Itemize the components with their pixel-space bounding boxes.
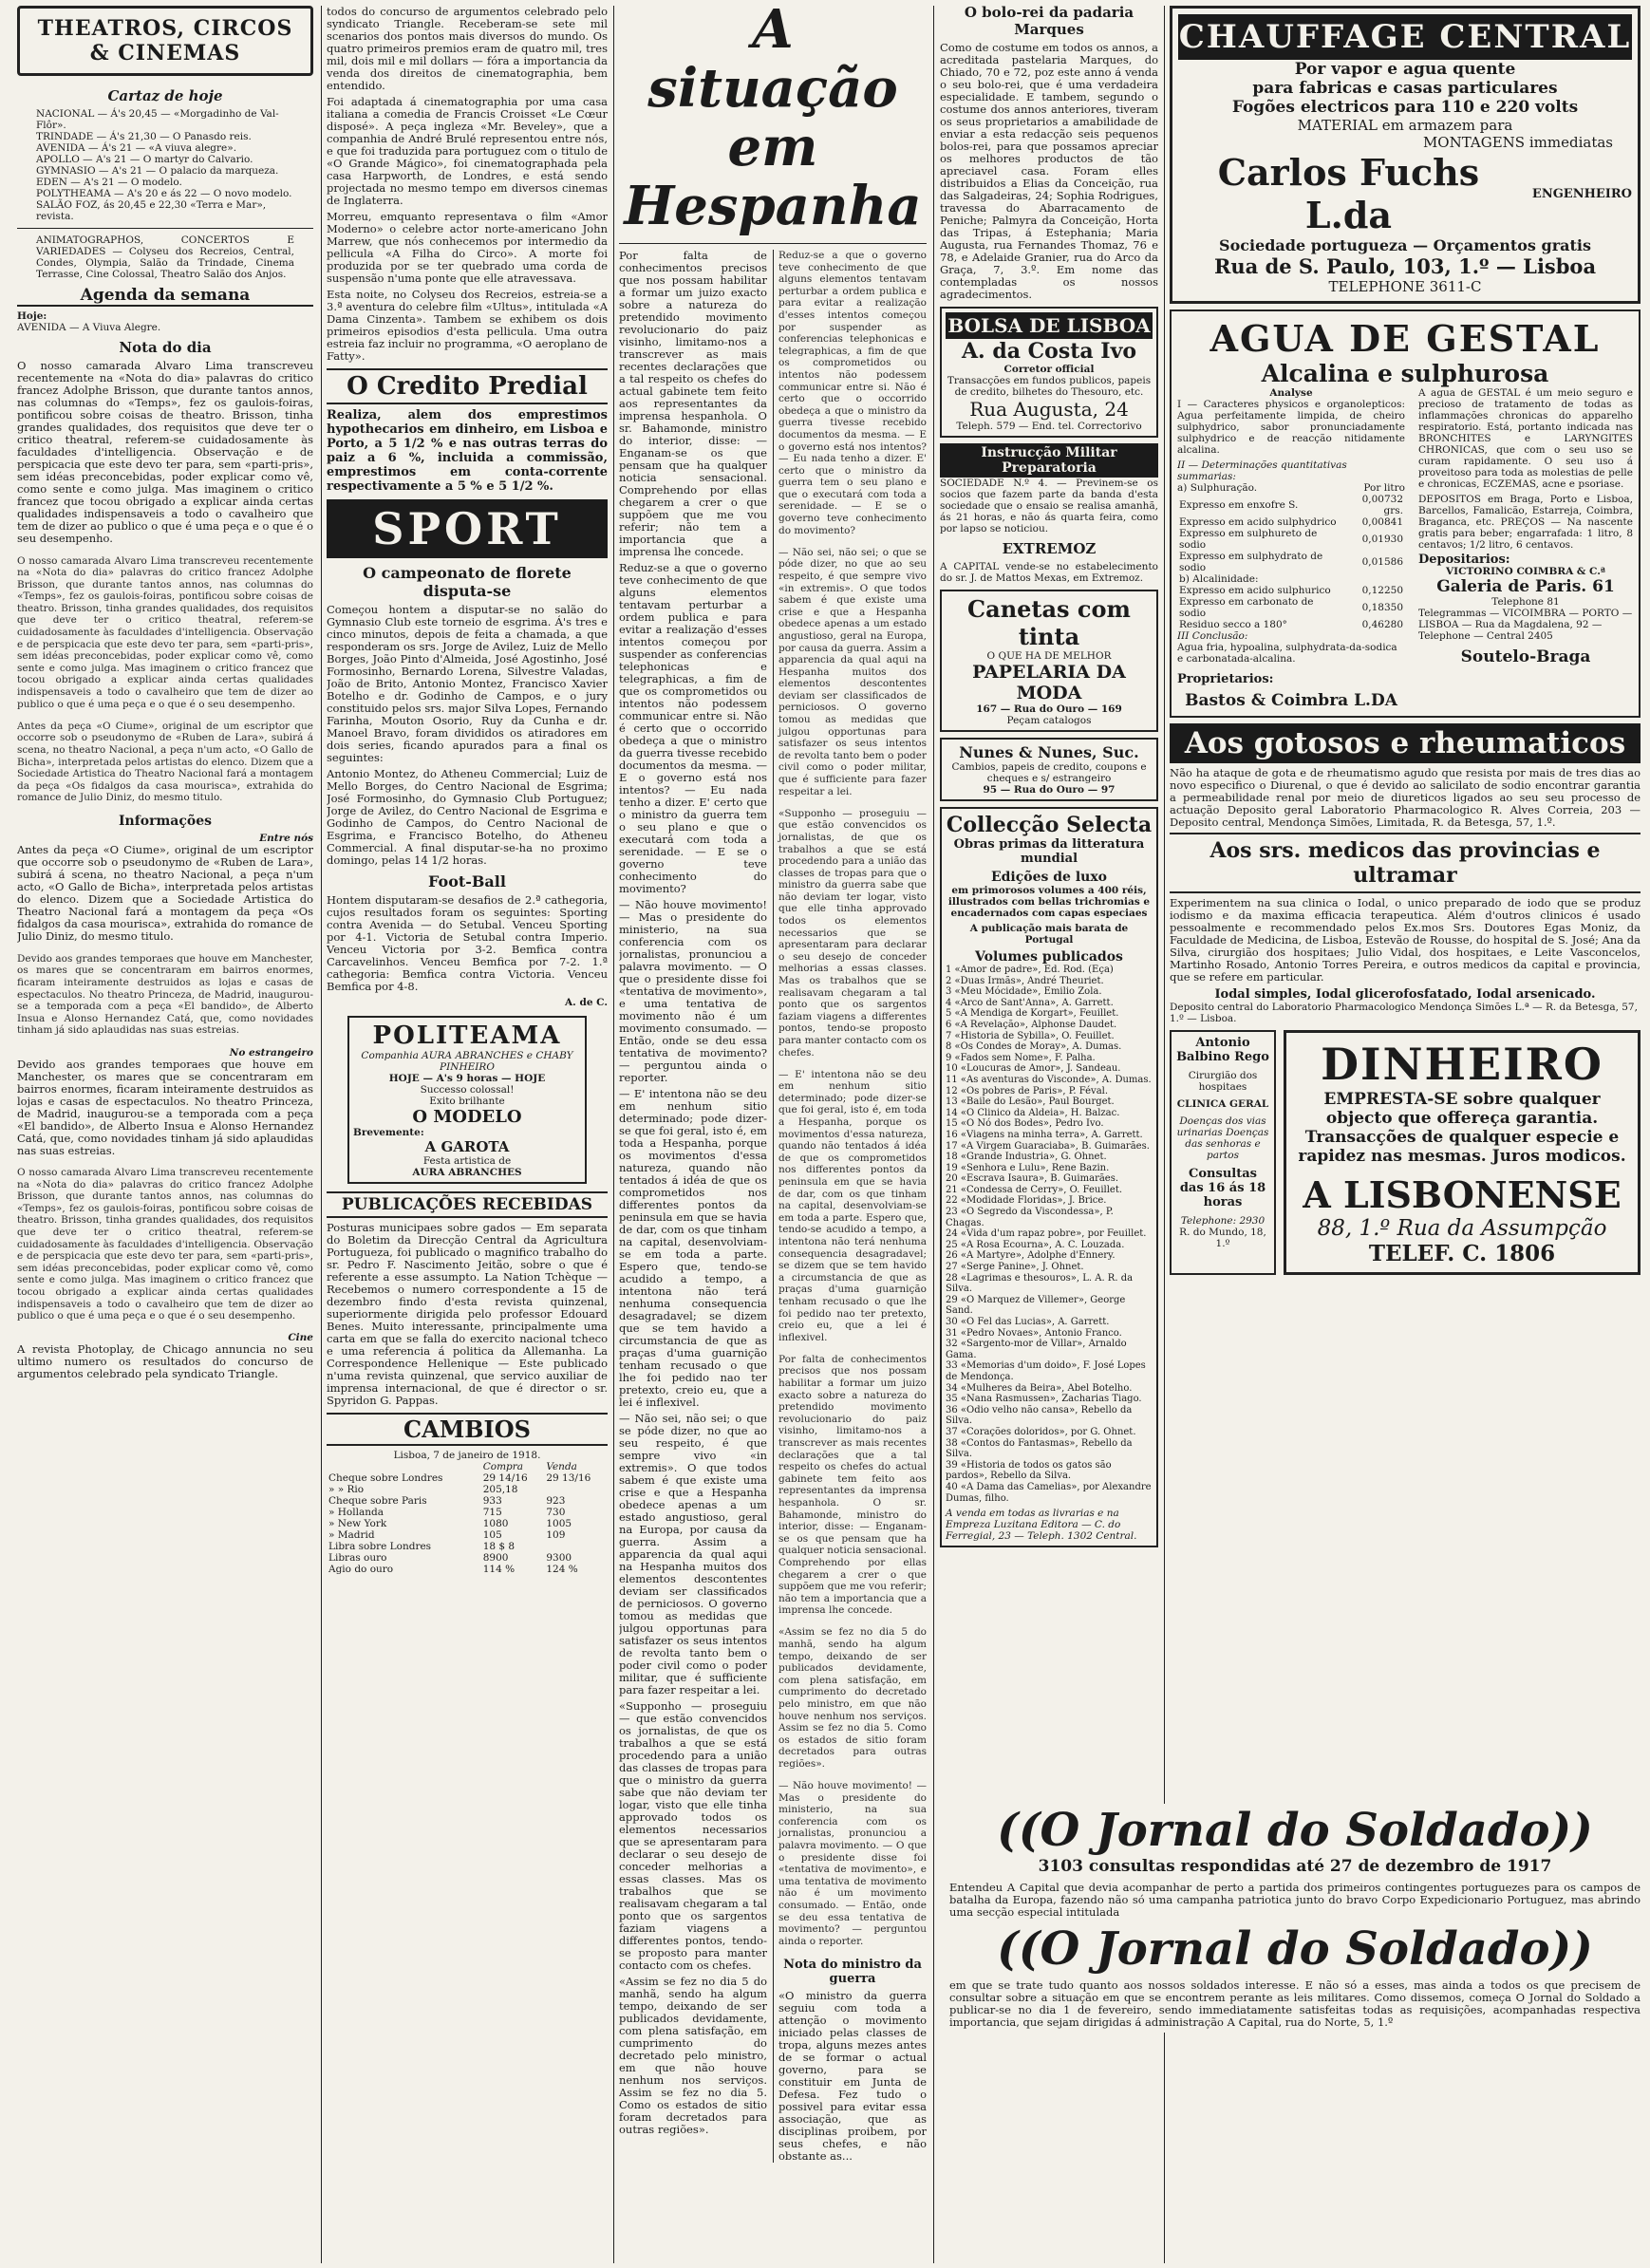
cine-label: Cine [288, 1332, 313, 1344]
article-paragraph: — E' intentona não se deu em nenhum sitio determinado; pode dizer-se que foi geral, isto é, em toda a Hespanha, porque os movimentos d'essa natureza, quando não tentados á idéa de que os comprometidos nos differentes pontos da peninsula em que se havia de dar, com os que tinham na capital, desenvolviam-se em toda a parte. Espero que, tendo-se acudido a tempo, a intentona não terá nenhuma consequencia desagradavel; se dizem que se tem havido a circumstancia de que as praças d'uma guarnição tenham recusado o que lhe foi pedido nao ter pretexto, creio eu, que a lei é inflexivel. [619, 1087, 767, 1409]
dinheiro-title: DINHEIRO [1321, 1039, 1603, 1090]
chauffage-mat: MATERIAL em armazem para [1297, 117, 1513, 134]
nunes-addr: 95 — Rua do Ouro — 97 [983, 784, 1116, 796]
jornal-text-2: em que se trate tudo quanto aos nossos soldados interesse. E não só a esses, mas ainda a todos os que precisem de consultar sobre a situação em que se encontrem perante as leis militares. Como dissemos, começa O Jornal do Soldado a publicar-se no dia 1 de fevereiro, sendo immediatamente satisfeitas todas as requisições, acompanhadas respectiva importancia, que sejam dirigidas á administração A Capital, rua do Norte, 5, 1.º [949, 1978, 1641, 2029]
table-row [327, 1495, 608, 1507]
chauffage-sub1: Por vapor e agua quente [1294, 60, 1516, 79]
chauffage-mont: MONTAGENS immediatas [1422, 134, 1613, 151]
gestal-analyse: Analyse [1269, 387, 1313, 399]
table-row [327, 1507, 608, 1518]
list-item: 3 «Meu Mócidade», Emilio Zola. [946, 986, 1102, 998]
table-cell: 0,12250 [1361, 585, 1403, 596]
extremoz-text: A CAPITAL vende-se no estabelecimento do sr. J. de Mattos Mexas, em Extremoz. [940, 561, 1158, 584]
list-item: 7 «Historia de Sybilla», O. Feuillet. [946, 1030, 1115, 1041]
article-paragraph: «Supponho — proseguiu — que estão convencidos os jornalistas, de que os trabalhos a que se está procedendo para a união das classes de tropas para que o ministro da guerra sabe que não deviam ter logar, visto que elle tinha approvado todos os elementos necessarios que se apresentaram para declarar o seu desejo de conceder melhorias a essas classes. Mas os trabalhos que se realisavam chegaram a tal ponto que os sargentos faziam viagens a differentes pontos, tendo-se proposto para manter contacto com os chefes. [619, 1699, 767, 1972]
agenda-hoje: Hoje: [17, 310, 47, 322]
nota-title: Nota do dia [119, 339, 212, 356]
bolsa-tel: Teleph. 579 — End. tel. Correctorivo [956, 421, 1142, 432]
list-item: TRINDADE — Á's 21,30 — O Panasdo reis. [36, 131, 252, 142]
table-cell: 8900 [482, 1552, 509, 1564]
list-item: 13 «Baile do Lesão», Paul Bourget. [946, 1097, 1115, 1108]
chauffage-title: CHAUFFAGE CENTRAL [1178, 14, 1632, 60]
no-estrangeiro-label: No estrangeiro [229, 1046, 313, 1059]
gotosos-text: Não ha ataque de gota e de rheumatismo agudo que resista por mais de tres dias ao novo especifico o Diurenal, o que é devido ao salicilato de sodio encontrar garantia a permeabilidade renal por meio de diureticos ligados ao seu seu processo de actuação Deposito geral Laboratorio Pharmacologico R. Alves Correia, 203 — Deposito central, Mendonça Simões, Limitada, R. da Betesga, 57, 1.º. [1170, 766, 1641, 829]
table-cell: Libra sobre Londres [328, 1541, 432, 1552]
list-item: 20 «Escrava Isaura», B. Guimarães. [946, 1173, 1119, 1185]
table-cell: Expresso em sulphydrato de sodio [1179, 551, 1323, 573]
gestal-per: Por litro [1363, 482, 1405, 494]
list-item: 35 «Nana Rasmussen», Zacharias Tiago. [946, 1394, 1142, 1405]
column-theatros [17, 0, 313, 2268]
list-item: 22 «Modidade Floridas», J. Brice. [946, 1195, 1107, 1207]
table-row [1177, 585, 1405, 596]
list-item: 30 «O Fel das Lucias», A. Garrett. [946, 1317, 1110, 1327]
table-cell: 923 [546, 1495, 566, 1507]
politeama-title: POLITEAMA [372, 1022, 562, 1050]
bolsa-desc: Transacções em fundos publicos, papeis de credito, bilhetes do Thesouro, etc. [947, 375, 1152, 398]
estrangeiro-text-continued: O nosso camarada Alvaro Lima transcreveu recentemente na «Nota do dia» palavras do critico francez Adolphe Brisson, que durante tantos annos, nas columnas do «Temps», fez os gaulois-foiras, pontificou sobre coisas de theatro. Brisson, tinha grandes qualidades, dos requisitos que deve ter o critico theatral, referem-se cuidadosamente às faculdades d'intelligencia. Observação e de perspicacia que este devo ter para, sem «parti-pris», sem idéas preconcebidas, poder explicar como vê, como sente e como julga. Mas imaginem o critico francez que tocou obrigado a explicar ainda certas qualidades indispensaveis a todo o cavalheiro que tem de dizer ao publico o que é uma peça e o que é o seu desempenho. [17, 1167, 313, 1322]
medicos-title: Aos srs. medicos das provincias e ultramar [1170, 833, 1641, 893]
table-cell: 0,01586 [1361, 556, 1403, 568]
column-rule [933, 6, 934, 2263]
gestal-prop-name: Bastos & Coimbra L.DA [1185, 691, 1397, 710]
article-paragraph: Reduz-se a que o governo teve conhecimento de que alguns elementos tentavam perturbar a ordem publica e para evitar a realização d'esses intentos começou por suspender as conferencias telephonicas e telegraphicas, a fim de que os comprometidos ou intentos não podessem communicar entre si. Não é certo que o occorrido obedeça a que o ministro da guerra tivesse recebido documentos da mesma. — E o governo está nos intentos? — Eu nada tenho a dizer. E' certo que o ministro da guerra tem o seu plano e que o executará com toda a serenidade. — E se o governo teve conhecimento do movimento? [619, 561, 767, 895]
list-item: 27 «Serge Panine», J. Ohnet. [946, 1262, 1084, 1273]
table-row [1177, 528, 1405, 551]
doctor-ad [1170, 1030, 1276, 1275]
nota-text-continued: O nosso camarada Alvaro Lima transcreveu recentemente na «Nota do dia» palavras do critico francez Adolphe Brisson, que durante tantos annos, nas columnas do «Temps», fez os gaulois-foiras, pontificou sobre coisas de theatro. Brisson, tinha grandes qualidades, dos requisitos que deve ter o critico theatral, referem-se cuidadosamente às faculdades d'intelligencia. Observação e de perspicacia que este devo ter para, sem «parti-pris», sem idéas preconcebidas, poder explicar como vê, como sente e como julga. Mas imaginem o critico francez que tocou obrigado a explicar ainda certas qualidades indispensaveis a todo o cavalheiro que tem de dizer ao publico o que é uma peça e o que é o seu desempenho. [17, 554, 313, 710]
article-paragraph: — Não sei, não sei; o que se póde dizer, no que ao seu respeito, é que sempre vivo «in extremis». O que todos sabem é que existe uma crise e que a Hespanha obedece apenas a um estado angustioso, geral na Europa, por causa da guerra. Assim a apparencia da qual aqui na Hespanha muitos dos elementos descontentes deviam ser classificados de perniciosos. O governo tomou as medidas que julgou opportunas para satisfazer os seus intentos de revolta tanto bem o poder civil como o poder militar, que é sufficiente para fazer respeitar a lei. [619, 1412, 767, 1696]
table-row [1177, 494, 1405, 516]
bolsa-ad [940, 307, 1158, 438]
list-item: 12 «Os pobres de Paris», P. Féval. [946, 1085, 1109, 1097]
list-item: 33 «Memorias d'um doido», F. José Lopes de Mendonça. [946, 1360, 1146, 1382]
table-cell: » » Rio [328, 1484, 365, 1495]
cinema-text-2: Foi adaptada á cinematographia por uma casa italiana a comedia de Francis Croisset «Le Cœur disposé». A peça ingleza «Mr. Beveley», que a companhia de André Brulé representou entre nós, e que foi traduzida para portuguez com o titulo de «O Grande Mágico», foi cinematographada pela casa Harpworth, de Londres, e está sendo projectada no mesmo tempo em diversos cinemas de Inglaterra. [327, 95, 608, 207]
chauffage-addr: Rua de S. Paulo, 103, 1.º — Lisboa [1213, 254, 1597, 278]
divider [619, 243, 927, 244]
list-item: 10 «Loucuras de Amor», J. Sandeau. [946, 1063, 1121, 1075]
jornal-sub: 3103 consultas respondidas até 27 de dezembro de 1917 [1038, 1857, 1552, 1876]
column-rule [613, 6, 614, 2263]
lisbon-name: A LISBONENSE [1303, 1173, 1622, 1216]
politeama-play: O MODELO [412, 1107, 522, 1127]
article-paragraph: «Assim se fez no dia 5 do manhã, sendo ha algum tempo, deixando de ser publicados devidamente, com plena satisfação, em cumprimento do decretado pelo ministro, em que não houve nenhum nos serviços. Assim se fez no dia 5. Como os estados de sitio foram decretados para outras regiões». [619, 1975, 767, 2136]
table-cell: 124 % [546, 1564, 578, 1575]
column-credito-sport [327, 0, 608, 2268]
bolsa-title: BOLSA DE LISBOA [946, 312, 1153, 339]
list-item: 17 «A Virgem Guaraciaba», B. Guimarães. [946, 1140, 1150, 1152]
table-row [327, 1529, 608, 1541]
canetas-ad [940, 590, 1158, 732]
canetas-sub: O QUE HA DE MELHOR [986, 650, 1112, 662]
table-cell [544, 1484, 608, 1495]
gestal-depos-label: Depositarios: [1418, 553, 1510, 567]
list-item: 9 «Fados sem Nome», F. Palha. [946, 1052, 1096, 1063]
credito-text: Realiza, alem dos emprestimos hypothecarios em dinheiro, em Lisboa e Porto, a 5 1/2 % e nas outras terras do paiz a 6 %, incluida a commissão, emprestimos em conta-corrente respectivamente a 5 % e 5 1/2 %. [327, 408, 608, 494]
table-cell: » New York [328, 1518, 387, 1529]
list-item: 39 «Historia de todos os gatos são pardos», Rebello da Silva. [946, 1459, 1112, 1482]
table-row [327, 1564, 608, 1575]
jornal-soldado [949, 1804, 1641, 2033]
medicos-text: Experimentem na sua clinica o Iodal, o unico preparado de iodo que se produz iodismo e da maxima efficacia terapeutica. Além d'outros clinicos é usado pessoalmente e recommendado pelos Ex.mos Srs. Doutores Egas Moniz, da Faculdade de Medicina, de Lisboa, Estevão de Rousse, do hospital de S. José; Ana da Silva, cirurgião dos hospitaes; Julio Vidal, dos hospitaes, e Leite Vasconcelos, Martinho Rosado, Antonio Torres Pereira, e outros medicos da capital e provincia, que se refere em particular. [1170, 896, 1641, 984]
esgrima-title: O campeonato de florete disputa-se [363, 564, 572, 600]
gestal-body [1177, 387, 1633, 710]
table-row [327, 1541, 608, 1552]
football-sign: A. de C. [565, 997, 608, 1008]
list-item: 28 «Lagrimas e thesouros», L. A. R. da Silva. [946, 1272, 1134, 1295]
list-item: 2 «Duas Irmãs», André Theuriet. [946, 975, 1104, 986]
list-item: 15 «O Nó dos Bodes», Pedro Ivo. [946, 1118, 1104, 1130]
table-cell: b) Alcalinidade: [1179, 573, 1259, 585]
table-cell: 1080 [482, 1518, 509, 1529]
bolo-text: Como de costume em todos os annos, a acreditada pastelaria Marques, do Chiado, 70 e 72, poz este anno á venda o seu bolo-rei, que é uma verdadeira especialidade. E tambem, segundo o costume dos annos anteriores, tiveram os seus proprietarios a amabilidade de enviar a esta redacção seis pequenos bolos-rei, para que possamos apreciar os melhores productos de tão apreciavel casa. Foram elles distribuidos a Elias da Conceição, rua das Salgadeiras, 24; Sophia Rodrigues, travessa do Abarracamento de Peniche; Palmyra da Conceição, Horta das Tripas, á Estephania; Maria Augusta, rua Fernandes Thomaz, 76 e 78, e Adelaide Granier, rua do Arco da Graça, 7, 3.º. Em nome das contempladas os nossos agradecimentos. [940, 41, 1158, 301]
canetas-title: Canetas com tinta [967, 595, 1131, 650]
list-item: SALÃO FOZ, ás 20,45 e 22,30 «Terra e Mar», revista. [36, 199, 267, 222]
publicacoes-title: PUBLICAÇÕES RECEBIDAS [327, 1191, 608, 1218]
theatros-banner: THEATROS, CIRCOS & CINEMAS [17, 6, 313, 76]
table-cell: Cheque sobre Londres [328, 1472, 443, 1484]
dr-addr: R. do Mundo, 18, 1.º [1179, 1227, 1266, 1249]
table-cell: » Hollanda [328, 1507, 384, 1518]
list-item: 14 «O Clinico da Aldeia», H. Balzac. [946, 1107, 1120, 1118]
table-cell: » Madrid [328, 1529, 375, 1541]
dr-consult: Consultas das 16 ás 18 horas [1179, 1167, 1266, 1209]
table-cell: 715 [482, 1507, 502, 1518]
list-item: POLYTHEAMA — A's 20 e ás 22 — O novo modelo. [36, 188, 292, 199]
table-cell: 109 [546, 1529, 566, 1541]
dr-spec: Doenças dos vias urinarias Doenças das senhoras e partos [1176, 1115, 1269, 1161]
politeama-brev: Brevemente: [353, 1127, 424, 1138]
table-cell: 0,46280 [1361, 619, 1403, 630]
chauffage-ad [1170, 6, 1641, 304]
collec-luxo: Edições de luxo [990, 870, 1108, 885]
table-cell: Expresso em sulphureto de sodio [1179, 528, 1318, 551]
agenda-title: Agenda da semana [17, 286, 313, 307]
table-cell: Residuo secco a 180° [1179, 619, 1287, 630]
list-item: 29 «O Marquez de Villemer», George Sand. [946, 1294, 1126, 1317]
list-item: 16 «Viagens na minha terra», A. Garrett. [946, 1129, 1143, 1140]
table-row [1177, 516, 1405, 528]
gestal-title: AGUA DE GESTAL [1209, 317, 1601, 360]
table-cell: Libras ouro [328, 1552, 387, 1564]
nunes-ad [940, 738, 1158, 801]
cinema-text-3: Morreu, emquanto representava o film «Amor Moderno» o celebre actor norte-americano John Marrew, que nós conhecemos por intermedio da pellicula «A Filha do Circo». A morte foi produzida por se ter quebrado uma corda de suspensão n'uma ponte que elle atravessava. [327, 210, 608, 285]
list-item: 25 «A Rosa Ecourna», A. C. Louzada. [946, 1239, 1125, 1250]
table-cell: 0,00841 [1361, 516, 1403, 528]
medicos-dep: Deposito central do Laboratorio Pharmacologico Mendonça Simões L.ª — R. da Betesga, 57, 1.º — Lisboa. [1170, 1002, 1638, 1024]
list-item: 6 «A Revelação», Alphonse Daudet. [946, 1019, 1117, 1030]
chauffage-name-row [1178, 151, 1632, 236]
gotosos-title: Aos gotosos e rheumaticos [1170, 723, 1641, 763]
article-paragraph: Por falta de conhecimentos precisos que nos possam habilitar a formar um juizo exacto sobre a natureza do pretendido movimento revolucionario do paiz visinho, limitamo-nos a transcrever as mais recentes declarações que a tal respeito os chefes do actual gabinete tem feito aos representantes da imprensa hespanhola. O sr. Bahamonde, ministro do interior, disse: — Enganam-se os que pensam que ha qualquer noticia sensacional. Comprehendo por ellas chegarem a crer o que suppõem que me vou referir; não tem a importancia que a imprensa lhe concede. [778, 1353, 927, 1617]
nota-text-continued: Antes da peça «O Ciume», original de um escriptor que occorre sob o pseudonymo de «Ruben de Lara», subirá á scena, no theatro Nacional, a peça n'um acto, «O Gallo de Bicha», interpretada pelos artistas do elenco. Dizem que a Sociedade Artistica do Theatro Nacional fará a montagem da peça «Os fidalgos da casa mourisca», extrahida do romance de Julio Diniz, do mesmo titulo. [17, 720, 313, 804]
nunes-text: Cambios, papeis de credito, coupons e cheques e s/ estrangeiro [951, 761, 1147, 784]
cambios-date: Lisboa, 7 de janeiro de 1918. [393, 1450, 541, 1461]
collecao-ad [940, 807, 1158, 1547]
article-paragraph: — E' intentona não se deu em nenhum sitio determinado; pode dizer-se que foi geral, isto é, em toda a Hespanha, porque os movimentos d'essa natureza, quando não tentados á idéa de que os comprometidos nos differentes pontos da peninsula em que se havia de dar, com os que tinham na capital, desenvolviam-se em toda a parte. Espero que, tendo-se acudido a tempo, a intentona não terá nenhuma consequencia desagradavel; se dizem que se tem havido a circumstancia de que as praças d'uma guarnição tenham recusado o que lhe foi pedido nao ter pretexto, creio eu, que a lei é inflexivel. [778, 1068, 927, 1343]
table-cell: 105 [482, 1529, 502, 1541]
gestal-quant: II — Determinações quantitativas summarias: [1177, 459, 1347, 482]
table-row [1177, 619, 1405, 630]
list-item: GYMNASIO — A's 21 — O palacio da marqueza. [36, 165, 279, 177]
list-item: 19 «Senhora e Lulu», Rene Bazin. [946, 1162, 1110, 1173]
chauffage-sub2: para fabricas e casas particulares [1252, 79, 1558, 98]
list-item: EDEN — A's 21 — O modelo. [36, 177, 182, 188]
lisbon-tel: TELEF. C. 1806 [1368, 1241, 1556, 1266]
table-cell [1341, 573, 1405, 585]
collec-desc: em primorosos volumes a 400 réis, illustrados com bellas trichromias e encadernados com capas especiaes [947, 885, 1151, 919]
politeama-next: A GAROTA [424, 1138, 510, 1155]
table-cell [544, 1541, 608, 1552]
divider [17, 228, 313, 229]
list-item: 11 «As aventuras do Visconde», A. Dumas. [946, 1074, 1152, 1085]
collec-title: Collecção Selecta [946, 813, 1153, 837]
table-cell: Agio do ouro [328, 1564, 394, 1575]
gestal-prop-place: Soutelo-Braga [1460, 647, 1591, 666]
gestal-concl-title: III Conclusão: [1177, 630, 1248, 642]
bolsa-name: A. da Costa Ivo [961, 339, 1137, 364]
volumes-list [946, 965, 1153, 1504]
politeama-company: Companhia AURA ABRANCHES e CHABY PINHEIRO [361, 1050, 573, 1073]
credito-title: O Credito Predial [327, 368, 608, 404]
football-title: Foot-Ball [428, 872, 506, 890]
medicos-prods: Iodal simples, Iodal glicerofosfatado, Iodal arsenicado. [1214, 987, 1596, 1002]
article-paragraph: — Não houve movimento! — Mas o presidente do ministerio, na sua conferencia com os jornalistas, pronunciou a palavra movimento. — O que o presidente disse foi «tentativa de movimento», e uma tentativa de movimento não é um movimento consumado. — Então, onde se deu essa tentativa de movimento? — perguntou ainda o reporter. [619, 898, 767, 1084]
gestal-concl: Agua fria, hypoalina, sulphydrata-da-sodica e carbonatada-alcalina. [1177, 642, 1397, 665]
canetas-addr: 167 — Rua do Ouro — 169 [976, 703, 1122, 715]
canetas-store: PAPELARIA DA MODA [972, 662, 1126, 703]
article-paragraph: Reduz-se a que o governo teve conhecimento de que alguns elementos tentavam perturbar a ordem publica e para evitar a realização d'esses intentos começou por suspender as conferencias telephonicas e telegraphicas, a fim de que os comprometidos ou intentos não podessem communicar entre si. Não é certo que o occorrido obedeça a que o ministro da guerra tivesse recebido documentos da mesma. — E o governo está nos intentos? — Eu nada tenho a dizer. E' certo que o ministro da guerra tem o seu plano e que o executará com toda a serenidade. — E se o governo teve conhecimento do movimento? [778, 250, 927, 536]
gestal-sulph-row [1177, 482, 1405, 494]
estrangeiro-text: Devido aos grandes temporaes que houve em Manchester, os mares que se concentraram em bairros enormes, ficaram inteiramente destruidos as lojas e casas de espectaculos. No theatro Princeza, de Madrid, inaugurou-se a temporada com a peça «El bandido», de Alberto Insua e Alonso Hernandez Catá, que, como novidades tinham já sido aplaudidas nas suas estreias. [17, 1057, 313, 1157]
dinheiro-row [1170, 1030, 1641, 1275]
table-cell: 0,18350 [1361, 602, 1403, 613]
chauffage-sub3: Fogões electricos para 110 e 220 volts [1231, 98, 1579, 117]
table-cell: 18 $ 8 [482, 1541, 516, 1552]
table-row [327, 1552, 608, 1564]
cine-text: A revista Photoplay, de Chicago annuncia no seu ultimo numero os resultados do concurso de argumentos celebrado pela syndicato Triangle. [17, 1342, 313, 1381]
informacoes-text-continued: Devido aos grandes temporaes que houve em Manchester, os mares que se concentraram em bairros enormes, ficaram inteiramente destruidos as lojas e casas de espectaculos. No theatro Princeza, de Madrid, inaugurou-se a temporada com a peça «El bandido», de Alberto Insua e Alonso Hernandez Catá, que, como novidades tinham já sido aplaudidas nas suas estreias. [17, 952, 313, 1037]
cartaz-title: Cartaz de hoje [107, 87, 223, 104]
politeama-exito: Exito brilhante [429, 1096, 505, 1107]
jornal-text: Entendeu A Capital que devia acompanhar de perto a partida dos primeiros contingentes portuguezes para os campos de batalha da Europa, fazendo não só uma campanha patriotica junto do bravo Corpo Expedicionario Portuguez, mas abrindo uma secção especial intitulada [949, 1881, 1641, 1919]
list-item: 8 «Os Condes de Moray», A. Dumas. [946, 1041, 1122, 1053]
table-cell: Expresso em enxofre S. [1179, 499, 1299, 511]
table-cell: Cheque sobre Paris [328, 1495, 427, 1507]
list-item: 40 «A Dama das Camelias», por Alexandre Dumas, filho. [946, 1481, 1152, 1504]
hespanha-article [619, 250, 927, 2163]
table-cell: 29 13/16 [546, 1472, 591, 1484]
gestal-sub: Alcalina e sulphurosa [1261, 360, 1549, 387]
list-item: 24 «Vida d'um rapaz pobre», por Feuillet. [946, 1228, 1147, 1240]
table-row [327, 1484, 608, 1495]
instrucao-text: SOCIEDADE N.º 4. — Previnem-se os socios que fazem parte da banda d'esta sociedade que o ensaio se realisa amanhã, ás 21 horas, e não ás quarta feira, como por lapso se noticiou. [940, 478, 1158, 534]
entre-nos-label: Entre nós [259, 833, 313, 845]
list-item: 31 «Pedro Novaes», Antonio Franco. [946, 1327, 1122, 1339]
nota-text: O nosso camarada Alvaro Lima transcreveu recentemente na «Nota do dia» palavras do critico francez Adolphe Brisson, que durante tantos annos, nas columnas do «Temps», fez os gaulois-foiras, pontificou sobre coisas de theatro. Brisson, tinha grandes qualidades, dos requisitos que deve ter o critico theatral, referem-se cuidadosamente às faculdades d'intelligencia. Observação e de perspicacia que este devo ter para, sem «parti-pris», sem idéas preconcebidas, poder explicar como vê, como sente e como julga. Mas imaginem o critico francez que tocou obrigado a explicar ainda certas qualidades indispensaveis a todo o cavalheiro que tem de dizer ao publico o que é uma peça e o que é o seu desempenho. [17, 359, 313, 545]
gestal-galeria: Galeria de Paris. 61 [1436, 577, 1615, 596]
agenda-item: AVENIDA — A Viuva Alegre. [17, 322, 161, 333]
list-item: 18 «Grande Industria», G. Ohnet. [946, 1152, 1107, 1163]
bolo-title: O bolo-rei da padaria Marques [964, 4, 1134, 38]
list-item: 5 «A Mendiga de Korgart», Feuillet. [946, 1008, 1119, 1020]
canetas-cat: Peçam catalogos [1006, 715, 1092, 726]
table-row [327, 1518, 608, 1529]
cinema-text-4: Esta noite, no Colyseu dos Recreios, estreia-se a 3.ª aventura do celebre film «Ultus», intitulada «A Dama Cinzenta». Tambem se exhibem os dois primeiros episodios d'esta pellicula. Uma outra estreia faz incluir no programma, «O aeroplano de Fatty». [327, 288, 608, 363]
table-row [1177, 551, 1405, 573]
table-cell: 0,00732 grs. [1361, 494, 1403, 516]
list-item: 34 «Mulheres da Beira», Abel Botelho. [946, 1382, 1133, 1394]
politeama-line: HOJE — A's 9 horas — HOJE [388, 1073, 546, 1084]
list-item: 26 «A Martyre», Adolphe d'Ennery. [946, 1250, 1116, 1262]
gestal-right-text: A agua de GESTAL é um meio seguro e precioso de tratamento de todas as inflammações chronicas do apparelho respiratorio. Está, portanto indicada nas BRONCHITES e LARYNGITES CHRONICAS, que com o seu uso se curam rapidamente. O seu uso á proveitoso para toda as molestias de pelle e chronicas, ECZEMAS, acne e psoriase. [1418, 387, 1633, 490]
column-rule [321, 6, 322, 2263]
instrucao-title: Instrucção Militar Preparatoria [940, 443, 1158, 478]
table-row [1177, 573, 1405, 585]
gestal-tel: Telephone 81 [1491, 596, 1560, 608]
politeama-festa: Festa artistica de [422, 1155, 512, 1167]
table-row [327, 1461, 608, 1472]
gestal-table [1177, 494, 1405, 630]
table-row [327, 1472, 608, 1484]
informacoes-text: Antes da peça «O Ciume», original de um escriptor que occorre sob o pseudonymo de «Ruben de Lara», subirá á scena, no theatro Nacional, a peça n'um acto, «O Gallo de Bicha», interpretada pelos artistas do elenco. Dizem que a Sociedade Artistica do Theatro Nacional fará a montagem da peça «Os fidalgos da casa mourisca», extrahida do romance de Julio Diniz, do mesmo titulo. [17, 843, 313, 944]
table-row [1177, 596, 1405, 619]
esgrima-text: Começou hontem a disputar-se no salão do Gymnasio Club este torneio de esgrima. Á's tres e cinco minutos, depois de feita a chamada, a que responderam os srs. Jorge de Avilez, Luiz de Mello Borges, João Pinto d'Almeida, José Agostinho, José Formosinho, Bernardo Lorena, Silvestre Valadas, João de Brito, Antonio Montez, Francisco Xavier Botelho e dr. Godinho de Campos, e o jury constituido pelos srs. major Silva Lopes, Fernando Farinha, Mouton Osorio, Ruy da Cunha e dr. Manoel Bravo, foram divididos os atiradores em dois series, ficando apurados para a final os seguintes: [327, 603, 608, 764]
list-item: 23 «O Segredo da Viscondessa», P. Chagas. [946, 1207, 1114, 1228]
article-paragraph: «Supponho — proseguiu — que estão convencidos os jornalistas, de que os trabalhos a que se está procedendo para a união das classes de tropas para que o ministro da guerra sabe que não deviam ter logar, visto que elle tinha approvado todos os elementos necessarios que se apresentaram para declarar o seu desejo de conceder melhorias a essas classes. Mas os trabalhos que se realisavam chegaram a tal ponto que os sargentos faziam viagens a differentes pontos, tendo-se proposto para manter contacto com os chefes. [778, 807, 927, 1059]
gestal-left [1177, 387, 1405, 710]
table-header: Compra [482, 1461, 524, 1472]
nunes-title: Nunes & Nunes, Suc. [959, 743, 1139, 761]
cambios-table [327, 1461, 608, 1575]
table-header: Venda [546, 1461, 577, 1472]
cambios-title: CAMBIOS [327, 1413, 608, 1446]
chauffage-eng: ENGENHEIRO [1531, 186, 1632, 201]
chauffage-soc: Sociedade portugueza — Orçamentos gratis [1219, 236, 1591, 254]
dr-tel: Telephone: 2930 [1180, 1215, 1266, 1227]
gestal-dep: DEPOSITOS em Braga, Porto e Lisboa, Barcellos, Famalicão, Estarreja, Coimbra, Braganca, etc. PREÇOS — Na nascente gratis para beber; engarrafada: 1 litro, 8 centavos; 1/2 litro, 6 centavos. [1418, 494, 1633, 551]
gestal-ad [1170, 309, 1641, 718]
table-cell: 114 % [482, 1564, 516, 1575]
article-paragraph: Por falta de conhecimentos precisos que nos possam habilitar a formar um juizo exacto sobre a natureza do pretendido movimento revolucionario do paiz visinho, limitamo-nos a transcrever as mais recentes declarações que a tal respeito os chefes do actual gabinete tem feito aos representantes da imprensa hespanhola. O sr. Bahamonde, ministro do interior, disse: — Enganam-se os que pensam que ha qualquer noticia sensacional. Comprehendo por ellas chegarem a crer o que suppõem que me vou referir; não tem a importancia que a imprensa lhe concede. [619, 249, 767, 558]
list-item: 36 «Odio velho não cansa», Rebello da Silva. [946, 1404, 1133, 1427]
dinheiro-text: EMPRESTA-SE sobre qualquer objecto que offereça garantia. Transacções de qualquer especie e rapidez nas mesmas. Juros modicos. [1298, 1090, 1626, 1166]
bolsa-role: Corretor official [1003, 364, 1095, 375]
table-cell: Expresso em carbonato de sodio [1179, 596, 1314, 619]
extremoz-title: EXTREMOZ [1002, 540, 1097, 557]
list-item: 32 «Sargento-mor de Villar», Arnaldo Gama. [946, 1339, 1127, 1360]
politeama-artist: AURA ABRANCHES [412, 1167, 522, 1178]
gestal-tel2: Telegrammas — VICOIMBRA — PORTO — LISBOA — Rua da Magdalena, 92 — Telephone — Central 2405 [1418, 608, 1633, 642]
dr-name: Antonio Balbino Rego [1176, 1036, 1269, 1064]
jornal-title: ((O Jornal do Soldado)) [997, 1804, 1593, 1857]
headline-line-1: A situação [647, 0, 898, 120]
chauffage-tel: TELEPHONE 3611-C [1328, 278, 1482, 295]
sport-banner: SPORT [327, 499, 608, 558]
list-item: 1 «Amor de padre», Ed. Rod. (Eça) [946, 965, 1114, 975]
list-item: 4 «Arco de Sant'Anna», A. Garrett. [946, 997, 1114, 1008]
cinema-text: todos do concurso de argumentos celebrado pelo syndicato Triangle. Receberam-se sete mil scenarios dos pontos mais diversos do mundo. Os quatro primeiros premios eram de quatro mil, tres mil, dois mil e mil dollars — fóra a importancia da venda dos direitos de cinematographia, bem entendido. [327, 5, 608, 92]
dinheiro-ad [1284, 1030, 1641, 1275]
table-cell: 205,18 [482, 1484, 518, 1495]
dr-clinica: CLINICA GERAL [1176, 1098, 1269, 1110]
bolsa-addr: Rua Augusta, 24 [969, 398, 1129, 421]
dr-role: Cirurgião dos hospitaes [1188, 1070, 1258, 1093]
table-cell: Expresso em acido sulphurico [1179, 585, 1331, 596]
table-cell: 9300 [546, 1552, 572, 1564]
collec-sub: Obras primas da litteratura mundial [953, 837, 1145, 866]
table-cell: 29 14/16 [482, 1472, 528, 1484]
jornal-title-2: ((O Jornal do Soldado)) [997, 1922, 1593, 1976]
gestal-sulph: a) Sulphuração. [1177, 482, 1258, 494]
table-cell: 933 [482, 1495, 502, 1507]
list-item: APOLLO — A's 21 — O martyr do Calvario. [36, 154, 253, 165]
gestal-depos-name: VICTORINO COIMBRA & C.ª [1446, 566, 1605, 577]
table-cell: 0,01930 [1361, 534, 1403, 545]
table-cell: Expresso em acido sulphydrico [1179, 516, 1337, 528]
cartaz-list [36, 108, 294, 222]
volumes-title: Volumes publicados [975, 949, 1123, 965]
list-item: 38 «Contos do Fantasmas», Rebello da Silva. [946, 1437, 1133, 1460]
list-item: 21 «Condessa de Cerry», O. Feuillet. [946, 1184, 1123, 1195]
collec-footer: A venda em todas as livrarias e na Empreza Luzitana Editora — C. do Ferregial, 23 — Teleph. 1302 Central. [946, 1508, 1137, 1543]
football-text: Hontem disputaram-se desafios de 2.ª cathegoria, cujos resultados foram os seguintes: Sporting contra Avenida — do Setubal. Venceu Sporting por 4-1. Victoria de Setubal contra Imperio. Venceu Victoria por 3-2. Bemfica contra Carcavelinhos. Venceu Bemfica por 7-2. 1.ª cathegoria: Bemfica contra Victoria. Venceu Bemfica por 4-8. [327, 893, 608, 993]
esgrima-text-2: Antonio Montez, do Atheneu Commercial; Luiz de Mello Borges, do Centro Nacional de Esgrima; José Formosinho, do Gymnasio Club Portuguez; Jorge de Avilez, do Centro Nacional de Esgrima e Godinho de Campos, do Centro Nacional de Esgrima, e Francisco Botelho, do Atheneu Commercial. A final disputar-se-ha no proximo domingo, pelas 14 1/2 horas. [327, 767, 608, 867]
table-cell: 1005 [546, 1518, 572, 1529]
table-header [327, 1461, 481, 1472]
politeama-ad [347, 1016, 587, 1184]
collec-pub: A publicação mais barata de Portugal [969, 923, 1129, 946]
article-paragraph: «Assim se fez no dia 5 do manhã, sendo ha algum tempo, deixando de ser publicados devidamente, com plena satisfação, em cumprimento do decretado pelo ministro, em que não houve nenhum nos serviços. Assim se fez no dia 5. Como os estados de sitio foram decretados para outras regiões». [778, 1626, 927, 1770]
list-item: NACIONAL — Á's 20,45 — «Morgadinho de Val-Flôr». [36, 108, 279, 131]
chauffage-name: Carlos Fuchs L.da [1217, 151, 1480, 236]
headline-line-2: em Hespanha [624, 116, 922, 237]
animatographos-text: ANIMATOGRAPHOS, CONCERTOS E VARIEDADES — Colyseu dos Recreios, Central, Condes, Olympia, Salão da Trindade, Cinema Terrasse, Cine Colossal, Theatro Salão dos Anjos. [36, 234, 294, 280]
article-paragraph: — Não sei, não sei; o que se póde dizer, no que ao seu respeito, é que sempre vivo «in extremis». O que todos sabem é que existe uma crise e que a Hespanha obedece apenas a um estado angustioso, geral na Europa, por causa da guerra. Assim a apparencia da qual aqui na Hespanha muitos dos elementos descontentes deviam ser classificados de perniciosos. O governo tomou as medidas que julgou opportunas para satisfazer os seus intentos de revolta tanto bem o poder civil como o poder militar, que é sufficiente para fazer respeitar a lei. [778, 546, 927, 797]
nota-ministro-title: Nota do ministro da guerra [783, 1957, 922, 1986]
publicacoes-text: Posturas municipaes sobre gados — Em separata do Boletim da Direcção Central da Agricultura Portugueza, foi publicado o magnifico trabalho do sr. Pedro F. Nascimento Jeitão, sobre o que é referente a esse assumpto. La Nation Tchèque — Recebemos o numero correspondente a 15 de dezembro findo d'esta revista quinzenal, superiormente dirigida pelo professor Edouard Benes. Muito interessante, principalmente uma carta em que se falla do exercito nacional tcheco e uma referencia á politica da Allemanha. La Correspondence Hellenique — Este publicado n'uma revista quinzenal, que servico auxiliar de imprensa internacional, de que é director o sr. Spyridon G. Pappas. [327, 1221, 608, 1407]
nota-ministro-text: «O ministro da guerra seguiu com toda a attenção o movimento iniciado pelas classes de tropa, alguns mezes antes de se formar o actual governo, para se constituir em Junta de Defesa. Fez tudo o possivel para evitar essa associação, que as disciplinas proibem, por seus chefes, e não obstante as... [778, 1988, 927, 2163]
lisbon-addr: 88, 1.º Rua da Assumpção [1317, 1216, 1607, 1241]
gestal-left-text: I — Caracteres physicos e organolepticos: Agua perfeitamente limpida, de cheiro sulphydrico, sabor pronunciadamente sulphydrico e de reacção nitidamente alcalina. [1177, 399, 1405, 456]
list-item: 37 «Corações doloridos», por G. Ohnet. [946, 1426, 1136, 1437]
article-paragraph: — Não houve movimento! — Mas o presidente do ministerio, na sua conferencia com os jornalistas, pronunciou a palavra movimento. — O que o presidente disse foi «tentativa de movimento», e uma tentativa de movimento não é um movimento consumado. — Então, onde se deu essa tentativa de movimento? — perguntou ainda o reporter. [778, 1780, 927, 1947]
gestal-prop-label: Proprietarios: [1177, 672, 1274, 686]
gestal-right [1418, 387, 1633, 666]
politeama-sub: Successo colossal! [420, 1084, 515, 1096]
table-cell: 730 [546, 1507, 566, 1518]
column-hespanha [619, 0, 927, 2268]
informacoes-title: Informações [119, 814, 212, 830]
list-item: AVENIDA — Á's 21 — «A viuva alegre». [36, 142, 237, 154]
